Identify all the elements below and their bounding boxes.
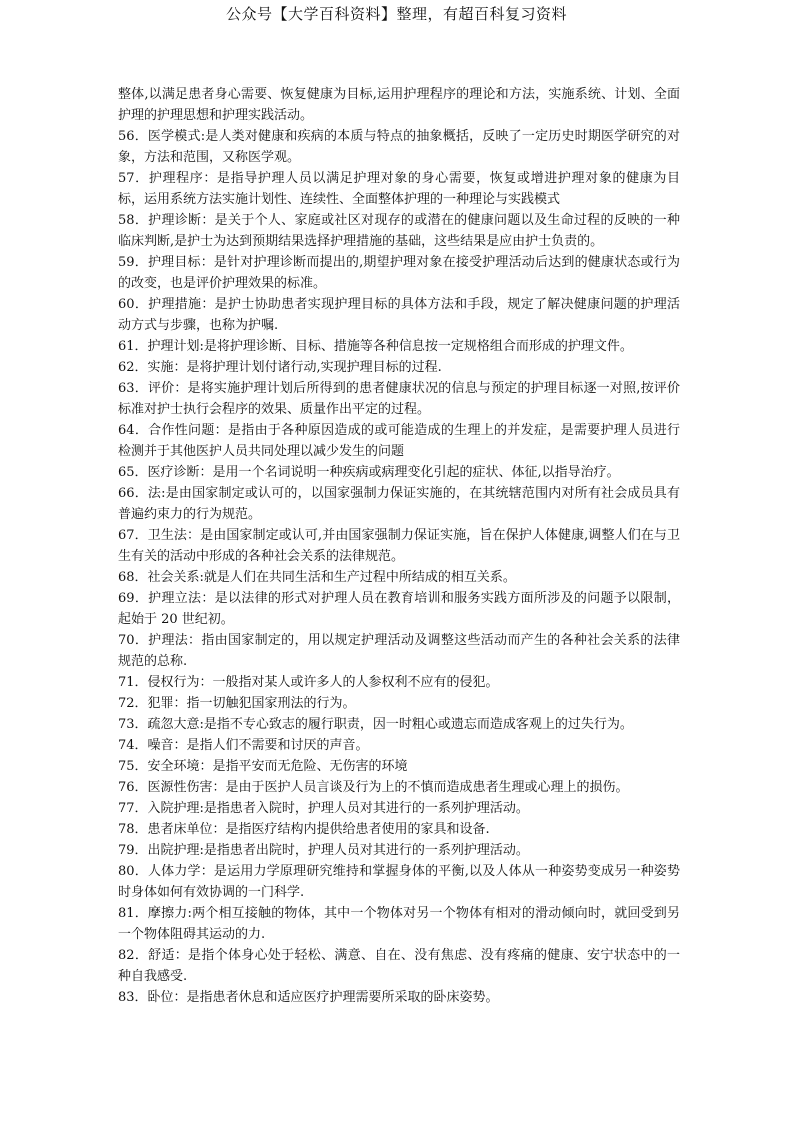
term-60: 60．护理措施：是护士协助患者实现护理目标的具体方法和手段，规定了解决健康问题的护理活动方式与步骤，也称为护嘱.: [118, 297, 680, 333]
term-80: 80．人体力学：是运用力学原理研究维持和掌握身体的平衡,以及人体从一种姿势变成另一种姿势时身体如何有效协调的一门科学.: [118, 864, 680, 900]
page-header: 公众号【大学百科资料】整理，有超百科复习资料: [225, 5, 567, 23]
term-56: 56．医学模式:是人类对健康和疾病的本质与特点的抽象概括，反映了一定历史时期医学研究的对象，方法和范围，又称医学观。: [118, 129, 680, 165]
term-58: 58．护理诊断：是关于个人、家庭或社区对现存的或潜在的健康问题以及生命过程的反映的一种临床判断,是护士为达到预期结果选择护理措施的基础，这些结果是应由护士负责的。: [118, 213, 680, 249]
term-65: 65．医疗诊断：是用一个名词说明一种疾病或病理变化引起的症状、体征,以指导治疗。: [118, 465, 620, 480]
term-79: 79．出院护理:是指患者出院时，护理人员对其进行的一系列护理活动。: [118, 843, 529, 858]
term-77: 77．入院护理:是指患者入院时，护理人员对其进行的一系列护理活动。: [118, 801, 529, 816]
term-82: 82．舒适：是指个体身心处于轻松、满意、自在、没有焦虑、没有疼痛的健康、安宁状态中的一种自我感受.: [118, 948, 680, 984]
term-61: 61．护理计划:是将护理诊断、目标、措施等各种信息按一定规格组合而形成的护理文件。: [118, 339, 633, 354]
term-70: 70．护理法：指由国家制定的，用以规定护理活动及调整这些活动而产生的各种社会关系的法律规范的总称.: [118, 633, 680, 669]
term-74: 74．噪音：是指人们不需要和讨厌的声音。: [118, 738, 369, 753]
term-67: 67．卫生法：是由国家制定或认可,并由国家强制力保证实施，旨在保护人体健康,调整人们在与卫生有关的活动中形成的各种社会关系的法律规范。: [118, 528, 680, 564]
term-81: 81．摩擦力:两个相互接触的物体，其中一个物体对另一个物体有相对的滑动倾向时，就回受到另一个物体阻碍其运动的力.: [118, 906, 680, 942]
term-64: 64．合作性问题：是指由于各种原因造成的或可能造成的生理上的并发症，是需要护理人员进行检测并于其他医护人员共同处理以减少发生的问题: [118, 423, 680, 459]
paragraph-intro: 整体,以满足患者身心需要、恢复健康为目标,运用护理程序的理论和方法，实施系统、计划、全面护理的护理思想和护理实践活动。: [118, 87, 680, 123]
term-63: 63．评价：是将实施护理计划后所得到的患者健康状况的信息与预定的护理目标逐一对照,按评价标准对护士执行会程序的效果、质量作出平定的过程。: [118, 381, 680, 417]
term-72: 72．犯罪：指一切触犯国家刑法的行为。: [118, 696, 356, 711]
term-83: 83．卧位：是指患者休息和适应医疗护理需要所采取的卧床姿势。: [118, 990, 499, 1005]
term-62: 62．实施：是将护理计划付诸行动,实现护理目标的过程.: [118, 360, 442, 375]
term-71: 71．侵权行为：一般指对某人或许多人的人参权利不应有的侵犯。: [118, 675, 499, 690]
term-69: 69．护理立法：是以法律的形式对护理人员在教育培训和服务实践方面所涉及的问题予以限制，起始于 20 世纪初。: [118, 591, 680, 627]
document-body: [118, 84, 680, 1008]
term-78: 78．患者床单位：是指医疗结构内提供给患者使用的家具和设备.: [118, 822, 490, 837]
term-57: 57．护理程序：是指导护理人员以满足护理对象的身心需要，恢复或增进护理对象的健康为目标，运用系统方法实施计划性、连续性、全面整体护理的一种理论与实践模式: [118, 171, 680, 207]
term-68: 68．社会关系:就是人们在共同生活和生产过程中所结成的相互关系。: [118, 570, 516, 585]
term-66: 66．法:是由国家制定或认可的，以国家强制力保证实施的，在其统辖范围内对所有社会成员具有普遍约束力的行为规范。: [118, 486, 680, 522]
term-75: 75．安全环境：是指平安而无危险、无伤害的环境: [118, 759, 408, 774]
term-73: 73．疏忽大意:是指不专心致志的履行职责，因一时粗心或遗忘而造成客观上的过失行为。: [118, 717, 633, 732]
term-59: 59．护理目标：是针对护理诊断而提出的,期望护理对象在接受护理活动后达到的健康状态或行为的改变，也是评价护理效果的标准。: [118, 255, 680, 291]
term-76: 76．医源性伤害：是由于医护人员言谈及行为上的不慎而造成患者生理或心理上的损伤。: [118, 780, 629, 795]
